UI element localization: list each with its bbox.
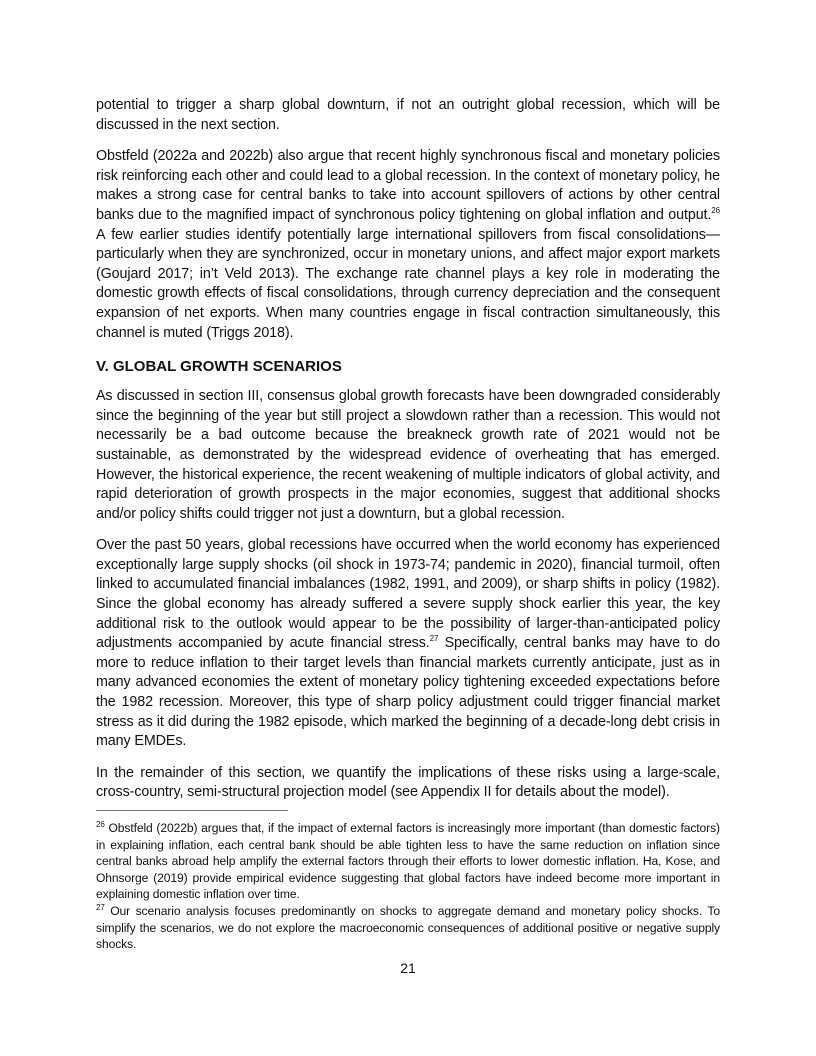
footnote-27 bbox=[96, 903, 720, 953]
paragraph-obstfeld-text-a: Obstfeld (2022a and 2022b) also argue that recent highly synchronous fiscal and monetary policies risk reinforcing each other and could lead to a global recession. In the context of monetary policy, he makes a strong case for central banks to take into account spillovers of actions by other central banks due to the magnified impact of synchronous policy tightening on global inflation and output. bbox=[96, 148, 720, 223]
page-body bbox=[96, 96, 720, 815]
footnote-text: Obstfeld (2022b) argues that, if the impact of external factors is increasingly more important (than domestic factors) in explaining inflation, each central bank should be able tighten less to have the same reduction on inflation since central banks abroad help amplify the external factors through their efforts to lower domestic inflation. Ha, Kose, and Ohnsorge (2019) provide empirical evidence suggesting that global factors have indeed become more important in explaining domestic inflation over time. bbox=[96, 821, 720, 902]
footnote-26 bbox=[96, 820, 720, 903]
paragraph-history-text-b: Specifically, central banks may have to do more to reduce inflation to their target levels than financial markets currently anticipate, just as in many advanced economies the extent of monetary policy tightening exceeded expectations before the 1982 recession. Moreover, this type of sharp policy adjustment could trigger financial market stress as it did during the 1982 episode, which marked the beginning of a decade-long debt crisis in many EMDEs. bbox=[96, 635, 720, 750]
footnote-number: 27 bbox=[96, 902, 105, 912]
paragraph-history bbox=[96, 536, 720, 752]
footnote-ref-27[interactable]: 27 bbox=[429, 634, 439, 644]
footnotes bbox=[96, 820, 720, 953]
footnote-ref-26[interactable]: 26 bbox=[711, 206, 720, 216]
page-number: 21 bbox=[400, 960, 416, 976]
section-heading: V. GLOBAL GROWTH SCENARIOS bbox=[96, 358, 342, 376]
paragraph-history-text-a: Over the past 50 years, global recessions have occurred when the world economy has experienced exceptionally large supply shocks (oil shock in 1973-74; pandemic in 2020), financial turmoil, often linked to accumulated financial imbalances (1982, 1991, and 2009), or sharp shifts in policy (1982). Since the global economy has already suffered a severe supply shock earlier this year, the key additional risk to the outlook would appear to be the possibility of larger-than-anticipated policy adjustments accompanied by acute financial stress. bbox=[96, 537, 720, 652]
paragraph-remainder: In the remainder of this section, we quantify the implications of these risks using a large-scale, cross-country, semi-structural projection model (see Appendix II for details about the model). bbox=[96, 764, 720, 801]
paragraph-intro: potential to trigger a sharp global downturn, if not an outright global recession, which will be discussed in the next section. bbox=[96, 97, 720, 133]
footnote-divider bbox=[96, 810, 288, 811]
footnote-number: 26 bbox=[96, 819, 105, 829]
paragraph-obstfeld bbox=[96, 147, 720, 343]
footnote-text: Our scenario analysis focuses predominantly on shocks to aggregate demand and monetary policy shocks. To simplify the scenarios, we do not explore the macroeconomic consequences of additional positive or negative supply shocks. bbox=[96, 903, 720, 952]
paragraph-consensus: As discussed in section III, consensus global growth forecasts have been downgraded considerably since the beginning of the year but still project a slowdown rather than a recession. This would not necessarily be a bad outcome because the breakneck growth rate of 2021 would not be sustainable, as demonstrated by the widespread evidence of overheating that has emerged. However, the historical experience, the recent weakening of multiple indicators of global activity, and rapid deterioration of growth prospects in the major economies, suggest that additional shocks and/or policy shifts could trigger not just a downturn, but a global recession. bbox=[96, 388, 720, 522]
paragraph-obstfeld-text-b: A few earlier studies identify potentially large international spillovers from fiscal consolidations—particularly when they are synchronized, occur in monetary unions, and affect major export markets (Goujard 2017; in’t Veld 2013). The exchange rate channel plays a key role in moderating the domestic growth effects of fiscal consolidations, through currency depreciation and the consequent expansion of net exports. When many countries engage in fiscal contraction simultaneously, this channel is muted (Triggs 2018). bbox=[96, 226, 720, 341]
